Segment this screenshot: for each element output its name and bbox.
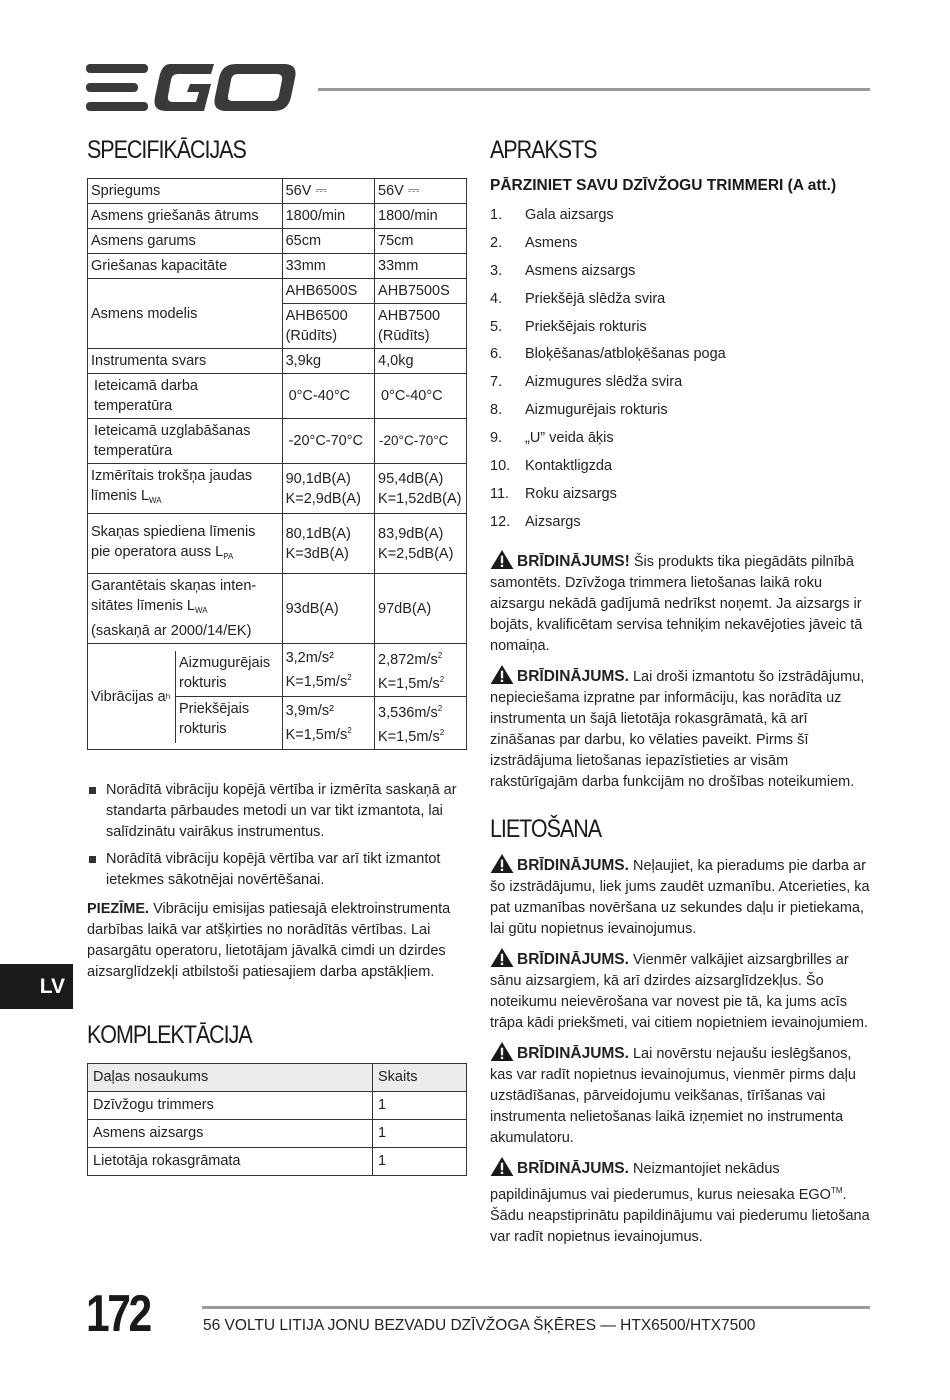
warning-icon [490,1157,514,1176]
specifications-title: SPECIFIKĀCIJAS [87,136,246,164]
spec-value: 3,9m/s² $K=1,5m/s^2$ [282,697,374,750]
column-header: Skaits [373,1064,467,1092]
spec-value: 3,9kg [282,349,374,374]
part-name: Dzīvžogu trimmers [88,1092,373,1120]
list-item: 3. Asmens aizsargs [490,262,636,279]
spec-value: 0°C-40°C [375,374,467,419]
warning-icon [490,665,514,684]
spec-label: Garantētais skaņas inten- sitātes līmenis $L_{WA}$ (saskaņā ar 2000/14/EK) [88,574,283,644]
list-item: 4. Priekšējā slēdža svira [490,290,666,307]
part-qty: 1 [373,1148,467,1176]
list-item: 9. „U” veida āķis [490,430,614,447]
warning-paragraph: BRĪDINĀJUMS! Šis produkts tika piegādāts pilnībā samontēts. Dzīvžoga trimmera lietošanas laikā roku aizsargu nekādā gadījumā nedrīkst noņemt. Ja aizsargs ir bojāts, kvalificētam servisa tehniķim nekavējoties jāveic tā nomaiņa. [490,550,872,657]
spec-label: Asmens garums [88,229,283,254]
dc-voltage-icon: ⎓ [315,183,327,199]
spec-value: 3,2m/s² $K=1,5m/s^2$ [282,644,374,697]
warning-paragraph: BRĪDINĀJUMS. Vienmēr valkājiet aizsargbrilles ar sānu aizsargiem, kā arī dzirdes aizsarglīdzekļus. Šo noteikumu neievērošana var novest pie tā, ka jums acīs trāpa kādi priekšmeti, vai citiem nopietniem ievainojumiem. [490,948,872,1034]
list-item: 6. Bloķēšanas/atbloķēšanas poga [490,346,726,363]
table-row [88,374,467,419]
table-row [88,1120,467,1148]
ego-logo [86,64,298,112]
list-item: 11. Roku aizsargs [490,485,617,502]
spec-value: 80,1dB(A) K=3dB(A) [282,514,374,574]
spec-value: 83,9dB(A) K=2,5dB(A) [375,514,467,574]
warning-icon [490,854,514,873]
table-row [88,204,467,229]
spec-label: Skaņas spiediena līmenis pie operatora auss $L_{PA}$ [88,514,283,574]
warning-icon [490,1042,514,1061]
spec-value: AHB6500 (Rūdīts) [282,304,374,349]
spec-value: 33mm [282,254,374,279]
header-rule [318,88,870,91]
list-item: 8. Aizmugurējais rokturis [490,402,668,419]
list-item: Norādītā vibrāciju kopējā vērtība var arī tikt izmantot ietekmes sākotnējai novērtēšanai. [87,849,467,891]
list-item: Norādītā vibrāciju kopējā vērtība ir izmērīta saskaņā ar standarta pārbaudes metodi un var tikt izmantota, lai salīdzinātu vairākus instrumentus. [87,780,467,843]
spec-value: AHB6500S [282,279,374,304]
spec-value: 65cm [282,229,374,254]
parts-list [490,201,872,536]
warning-paragraph: BRĪDINĀJUMS. Neizmantojiet nekādus papildinājumus vai piederumus, kurus neiesaka EGO™. Šādu neapstiprinātu papildinājumu vai piederumu lietošana var radīt nopietnus ievainojumus. [490,1157,872,1248]
spec-label: Izmērītais trokšņa jaudas līmenis $L_{WA}$ [88,464,283,514]
spec-value: $3,536m/s^2$ $K=1,5m/s^2$ [375,697,467,750]
table-row [88,349,467,374]
bullet-square-icon [89,856,96,863]
list-item: 7. Aizmugures slēdža svira [490,374,683,391]
list-item: 12. Aizsargs [490,513,581,530]
spec-label: Griešanas kapacitāte [88,254,283,279]
table-row [88,254,467,279]
spec-value: $2,872m/s^2$ $K=1,5m/s^2$ [375,644,467,697]
spec-value: -20°C-70°C [282,419,374,464]
vibration-cell [88,644,283,750]
table-row [88,179,467,204]
vibration-notes [87,780,467,891]
spec-value: 1800/min [282,204,374,229]
spec-value: 97dB(A) [375,574,467,644]
description-title: APRAKSTS [490,136,597,164]
spec-value: 33mm [375,254,467,279]
table-row [88,644,467,697]
list-item: 5. Priekšējais rokturis [490,318,647,335]
warning-icon [490,948,514,967]
column-header: Daļas nosaukums [88,1064,373,1092]
table-row [88,279,467,304]
bullet-square-icon [89,787,96,794]
spec-label: Instrumenta svars [88,349,283,374]
table-row [88,464,467,514]
spec-value: AHB7500 (Rūdīts) [375,304,467,349]
specifications-table [87,178,467,750]
spec-label: Ieteicamā darba temperatūra [88,374,283,419]
description-subtitle: PĀRZINIET SAVU DZĪVŽOGU TRIMMERI (A att.) [490,177,837,194]
usage-title: LIETOŠANA [490,814,602,843]
spec-value: 75cm [375,229,467,254]
spec-value: 4,0kg [375,349,467,374]
left-column [87,136,467,1176]
spec-value: 1800/min [375,204,467,229]
list-item: 1. Gala aizsargs [490,206,614,223]
list-item: 2. Asmens [490,234,578,251]
spec-label: Aizmugurējais rokturis [176,651,282,697]
part-qty: 1 [373,1120,467,1148]
table-row [88,1148,467,1176]
spec-value: -20°C-70°C [375,419,467,464]
spec-value: 93dB(A) [282,574,374,644]
spec-label: Asmens modelis [88,279,283,349]
kit-title: KOMPLEKTĀCIJA [87,1021,252,1049]
spec-value: 95,4dB(A) K=1,52dB(A) [375,464,467,514]
warning-paragraph: BRĪDINĀJUMS. Neļaujiet, ka pieradums pie darba ar šo izstrādājumu, liek jums zaudēt uzmanību. Atcerieties, ka pat uzmanības novēršana uz sekundes daļu ir pietiekama, lai gūtu nopietnus ievainojumus. [490,854,872,940]
spec-value: 56V ⎓ [375,179,467,204]
table-row [88,419,467,464]
table-row [88,1092,467,1120]
spec-label: Asmens griešanās ātrums [88,204,283,229]
part-qty: 1 [373,1092,467,1120]
spec-value: AHB7500S [375,279,467,304]
kit-table [87,1063,467,1176]
spec-label: Vibrācijas a h [88,651,176,743]
table-row [88,514,467,574]
warning-paragraph: BRĪDINĀJUMS. Lai droši izmantotu šo izstrādājumu, nepieciešama izpratne par informāciju, kas norādīta uz instrumenta un šajā lietotāja rokasgrāmatā, kā arī zināšanas par darbu, ko vēlaties paveikt. Pirms šī izstrādājuma lietošanas iepazīstieties ar visām rakstūrīgajām darba funkcijām no drošības noteikumiem. [490,665,872,793]
table-row [88,574,467,644]
right-column [490,136,872,1248]
note-paragraph: PIEZĪME. Vibrāciju emisijas patiesajā elektroinstrumenta darbības laikā var atšķirties no norādītās vērtības. Lai pasargātu operatoru, lietotājam jāvalkā cimdi un dzirdes aizsarglīdzekļi atbilstoši patiesajiem darba apstākļiem. [87,901,451,980]
page-number: 172 [86,1285,150,1343]
table-row [88,229,467,254]
part-name: Lietotāja rokasgrāmata [88,1148,373,1176]
spec-value: 90,1dB(A) K=2,9dB(A) [282,464,374,514]
dc-voltage-icon: ⎓ [407,183,420,199]
spec-label: Priekšējais rokturis [179,700,250,737]
footer-rule [202,1306,870,1309]
table-header-row [88,1064,467,1092]
footer-title: 56 VOLTU LITIJA JONU BEZVADU DZĪVŽOGA ŠĶĒRES — HTX6500/HTX7500 [203,1317,756,1334]
spec-value: 56V ⎓ [282,179,374,204]
language-tab: LV [0,964,73,1009]
list-item: 10. Kontaktligzda [490,457,613,474]
warning-icon [490,550,514,569]
spec-label: Ieteicamā uzglabāšanas temperatūra [88,419,283,464]
spec-value: 0°C-40°C [282,374,374,419]
part-name: Asmens aizsargs [88,1120,373,1148]
spec-label: Spriegums [88,179,283,204]
warning-paragraph: BRĪDINĀJUMS. Lai novērstu nejaušu ieslēgšanos, kas var radīt nopietnus ievainojumus, vienmēr pirms daļu uzstādīšanas, pārveidojumu veikšanas, tīrīšanas vai instrumenta nelietošanas laikā izņemiet no instrumenta akumulatoru. [490,1042,872,1149]
